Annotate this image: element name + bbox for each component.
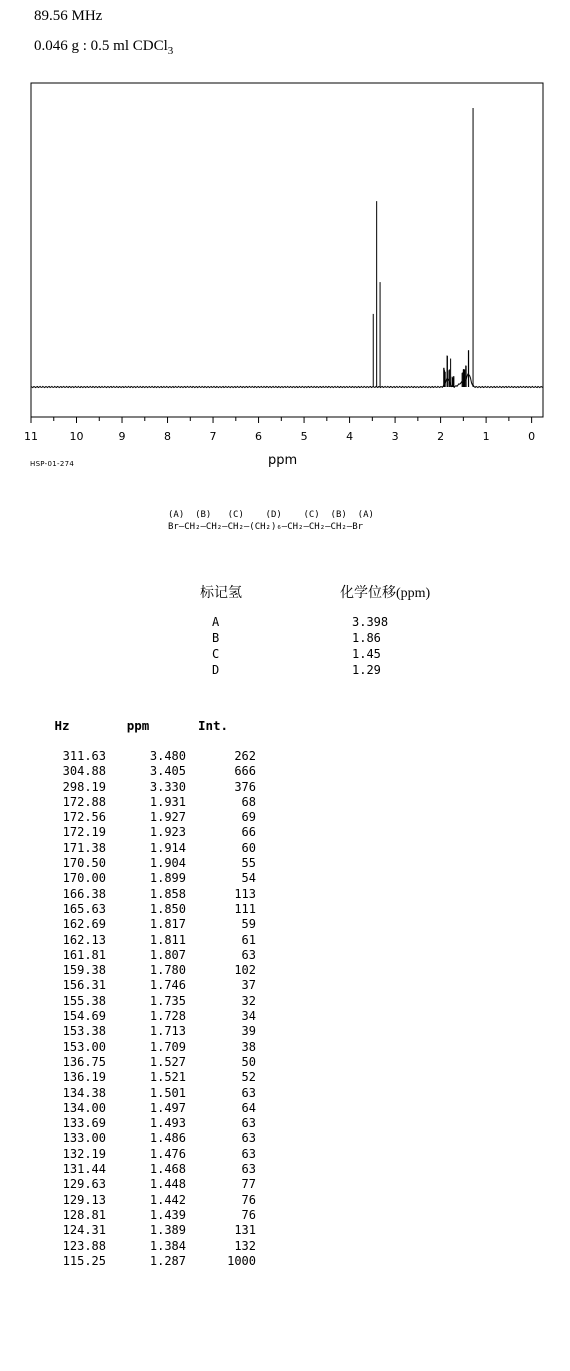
peak-ppm: 1.486 — [149, 1131, 186, 1146]
assignment-label: D — [212, 663, 220, 677]
x-tick-label: 11 — [24, 430, 38, 443]
assignment-shift: 1.86 — [352, 631, 381, 645]
peak-table — [34, 718, 256, 1269]
x-tick-label: 4 — [346, 430, 354, 443]
peak-ppm: 3.480 — [149, 749, 186, 763]
table-row — [34, 948, 256, 963]
table-row — [34, 1177, 256, 1192]
x-tick-label: 10 — [69, 430, 84, 443]
peak-ppm: 1.728 — [149, 1009, 186, 1024]
x-axis-tick-labels — [24, 430, 535, 443]
table-row — [34, 1162, 256, 1177]
peak-ppm: 1.442 — [149, 1192, 186, 1207]
peak-hz: 136.19 — [62, 1070, 106, 1085]
peak-hz: 115.25 — [62, 1253, 106, 1268]
peak-hz: 162.69 — [62, 917, 106, 932]
table-row — [34, 810, 256, 825]
table-row — [34, 1208, 256, 1223]
table-row — [34, 795, 256, 810]
peak-hz: 162.13 — [62, 932, 106, 947]
peak-int: 376 — [234, 779, 256, 794]
sample-concentration-text: 0.046 g : 0.5 ml CDCl — [34, 38, 168, 54]
table-row — [34, 780, 256, 795]
table-row — [34, 1101, 256, 1116]
peak-int: 132 — [234, 1238, 256, 1253]
table-row — [34, 1055, 256, 1070]
table-row — [34, 1040, 256, 1055]
peak-int: 61 — [241, 932, 256, 947]
table-row — [34, 1239, 256, 1254]
table-row — [34, 841, 256, 856]
peak-hz: 153.38 — [62, 1024, 106, 1039]
peak-hz: 133.69 — [62, 1116, 106, 1131]
assignment-row — [200, 646, 492, 662]
x-tick-label: 6 — [255, 430, 263, 443]
peak-int: 37 — [241, 978, 256, 993]
x-tick-label: 9 — [118, 430, 126, 443]
table-row — [34, 1116, 256, 1131]
peak-ppm: 1.439 — [149, 1207, 186, 1222]
structure-formula — [168, 510, 374, 532]
peak-hz: 132.19 — [62, 1146, 106, 1161]
peak-int: 63 — [241, 1131, 256, 1146]
peak-hz: 311.63 — [62, 749, 106, 763]
peak-ppm: 1.850 — [149, 901, 186, 916]
assignment-row — [200, 662, 492, 678]
peak-int: 66 — [241, 825, 256, 840]
peak-int: 55 — [241, 856, 256, 871]
col-int: Int. — [197, 718, 229, 733]
peak-int: 262 — [234, 749, 256, 763]
col-hz: Hz — [54, 718, 70, 733]
peak-hz: 129.13 — [62, 1192, 106, 1207]
peak-int: 1000 — [227, 1253, 256, 1268]
peak-hz: 166.38 — [62, 886, 106, 901]
x-tick-label: 2 — [437, 430, 445, 443]
col-ppm: ppm — [126, 718, 150, 733]
peak-ppm: 1.497 — [149, 1100, 186, 1115]
assignment-rows — [200, 614, 492, 678]
table-row — [34, 1223, 256, 1238]
peak-hz: 153.00 — [62, 1039, 106, 1054]
peak-int: 113 — [234, 886, 256, 901]
table-row — [34, 902, 256, 917]
peak-hz: 171.38 — [62, 840, 106, 855]
peak-int: 69 — [241, 810, 256, 825]
table-row — [34, 978, 256, 993]
peak-hz: 155.38 — [62, 993, 106, 1008]
peak-ppm: 3.330 — [149, 779, 186, 794]
peak-int: 666 — [234, 764, 256, 779]
peak-table-header — [34, 718, 256, 733]
peak-int: 39 — [241, 1024, 256, 1039]
peak-ppm: 1.527 — [149, 1054, 186, 1069]
peak-ppm: 1.931 — [149, 794, 186, 809]
peak-int: 111 — [234, 901, 256, 916]
peak-ppm: 1.709 — [149, 1039, 186, 1054]
table-row — [34, 1070, 256, 1085]
assignment-label: B — [212, 631, 220, 645]
structure-chain: Br—CH₂—CH₂—CH₂—(CH₂)₆—CH₂—CH₂—CH₂—Br — [168, 522, 364, 532]
table-row — [34, 1009, 256, 1024]
peak-hz: 154.69 — [62, 1009, 106, 1024]
peak-int: 60 — [241, 840, 256, 855]
peak-int: 63 — [241, 1162, 256, 1177]
x-tick-label: 1 — [482, 430, 490, 443]
table-row — [34, 1254, 256, 1269]
table-row — [34, 887, 256, 902]
table-row — [34, 1147, 256, 1162]
peak-ppm: 3.405 — [149, 764, 186, 779]
peak-int: 64 — [241, 1100, 256, 1115]
peak-hz: 131.44 — [62, 1162, 106, 1177]
peak-ppm: 1.817 — [149, 917, 186, 932]
peak-hz: 170.50 — [62, 856, 106, 871]
peak-int: 68 — [241, 794, 256, 809]
peak-int: 76 — [241, 1207, 256, 1222]
peak-ppm: 1.899 — [149, 871, 186, 886]
assignment-header — [200, 582, 492, 602]
peak-ppm: 1.904 — [149, 856, 186, 871]
structure-labels: (A) (B) (C) (D) (C) (B) (A) — [168, 510, 374, 520]
peak-ppm: 1.858 — [149, 886, 186, 901]
peak-ppm: 1.927 — [149, 810, 186, 825]
spectrum-peaks — [373, 108, 473, 387]
peak-ppm: 1.746 — [149, 978, 186, 993]
peak-hz: 304.88 — [62, 764, 106, 779]
x-tick-label: 8 — [164, 430, 172, 443]
table-row — [34, 1131, 256, 1146]
peak-hz: 123.88 — [62, 1238, 106, 1253]
peak-ppm: 1.735 — [149, 993, 186, 1008]
peak-hz: 170.00 — [62, 871, 106, 886]
peak-ppm: 1.389 — [149, 1223, 186, 1238]
peak-int: 63 — [241, 1146, 256, 1161]
assignment-label: C — [212, 647, 220, 661]
peak-hz: 161.81 — [62, 947, 106, 962]
peak-int: 131 — [234, 1223, 256, 1238]
x-tick-label: 5 — [300, 430, 308, 443]
peak-ppm: 1.521 — [149, 1070, 186, 1085]
peak-hz: 156.31 — [62, 978, 106, 993]
x-axis-label: ppm — [268, 453, 298, 468]
sample-subscript: 3 — [167, 45, 174, 57]
spectrum-code: HSP-01-274 — [30, 460, 75, 468]
peak-hz: 128.81 — [62, 1207, 106, 1222]
table-row — [34, 994, 256, 1009]
peak-int: 63 — [241, 1116, 256, 1131]
peak-int: 32 — [241, 993, 256, 1008]
peak-hz: 159.38 — [62, 963, 106, 978]
assignment-shift: 1.29 — [352, 663, 381, 677]
peak-hz: 172.88 — [62, 794, 106, 809]
table-row — [34, 764, 256, 779]
assignment-row — [200, 614, 492, 630]
assignment-row — [200, 630, 492, 646]
assignment-table — [200, 582, 492, 678]
table-row — [34, 749, 256, 764]
x-tick-label: 0 — [528, 430, 536, 443]
assignment-label: A — [212, 615, 220, 629]
peak-int: 63 — [241, 947, 256, 962]
table-row — [34, 933, 256, 948]
table-row — [34, 1193, 256, 1208]
peak-ppm: 1.493 — [149, 1116, 186, 1131]
peak-hz: 124.31 — [62, 1223, 106, 1238]
spectrometer-frequency: 89.56 MHz — [34, 8, 103, 24]
peak-ppm: 1.923 — [149, 825, 186, 840]
peak-int: 77 — [241, 1177, 256, 1192]
peak-ppm: 1.384 — [149, 1238, 186, 1253]
peak-hz: 136.75 — [62, 1054, 106, 1069]
peak-hz: 134.38 — [62, 1085, 106, 1100]
assignment-shift: 3.398 — [352, 615, 389, 629]
table-row — [34, 963, 256, 978]
peak-ppm: 1.914 — [149, 840, 186, 855]
peak-ppm: 1.448 — [149, 1177, 186, 1192]
assignment-shift: 1.45 — [352, 647, 381, 661]
peak-ppm: 1.811 — [149, 932, 186, 947]
peak-int: 54 — [241, 871, 256, 886]
x-axis-ticks — [31, 417, 532, 423]
assignment-col-label: 标记氢 — [200, 586, 242, 601]
table-row — [34, 856, 256, 871]
peak-ppm: 1.287 — [149, 1253, 186, 1268]
assignment-col-shift: 化学位移(ppm) — [340, 586, 431, 601]
table-row — [34, 1024, 256, 1039]
peak-int: 59 — [241, 917, 256, 932]
peak-int: 34 — [241, 1009, 256, 1024]
table-row — [34, 825, 256, 840]
peak-int: 76 — [241, 1192, 256, 1207]
peak-int: 63 — [241, 1085, 256, 1100]
peak-int: 102 — [234, 963, 256, 978]
peak-hz: 129.63 — [62, 1177, 106, 1192]
peak-hz: 172.56 — [62, 810, 106, 825]
peak-ppm: 1.780 — [149, 963, 186, 978]
peak-int: 50 — [241, 1054, 256, 1069]
peak-hz: 298.19 — [62, 779, 106, 794]
table-row — [34, 871, 256, 886]
peak-table-body — [34, 749, 256, 1269]
peak-hz: 134.00 — [62, 1100, 106, 1115]
peak-ppm: 1.713 — [149, 1024, 186, 1039]
peak-hz: 172.19 — [62, 825, 106, 840]
table-row — [34, 1086, 256, 1101]
peak-hz: 133.00 — [62, 1131, 106, 1146]
x-tick-label: 3 — [391, 430, 399, 443]
peak-hz: 165.63 — [62, 901, 106, 916]
peak-ppm: 1.501 — [149, 1085, 186, 1100]
peak-int: 52 — [241, 1070, 256, 1085]
table-row — [34, 917, 256, 932]
peak-int: 38 — [241, 1039, 256, 1054]
x-tick-label: 7 — [209, 430, 217, 443]
nmr-spectrum-chart — [0, 0, 570, 480]
peak-ppm: 1.476 — [149, 1146, 186, 1161]
peak-ppm: 1.468 — [149, 1162, 186, 1177]
peak-ppm: 1.807 — [149, 947, 186, 962]
